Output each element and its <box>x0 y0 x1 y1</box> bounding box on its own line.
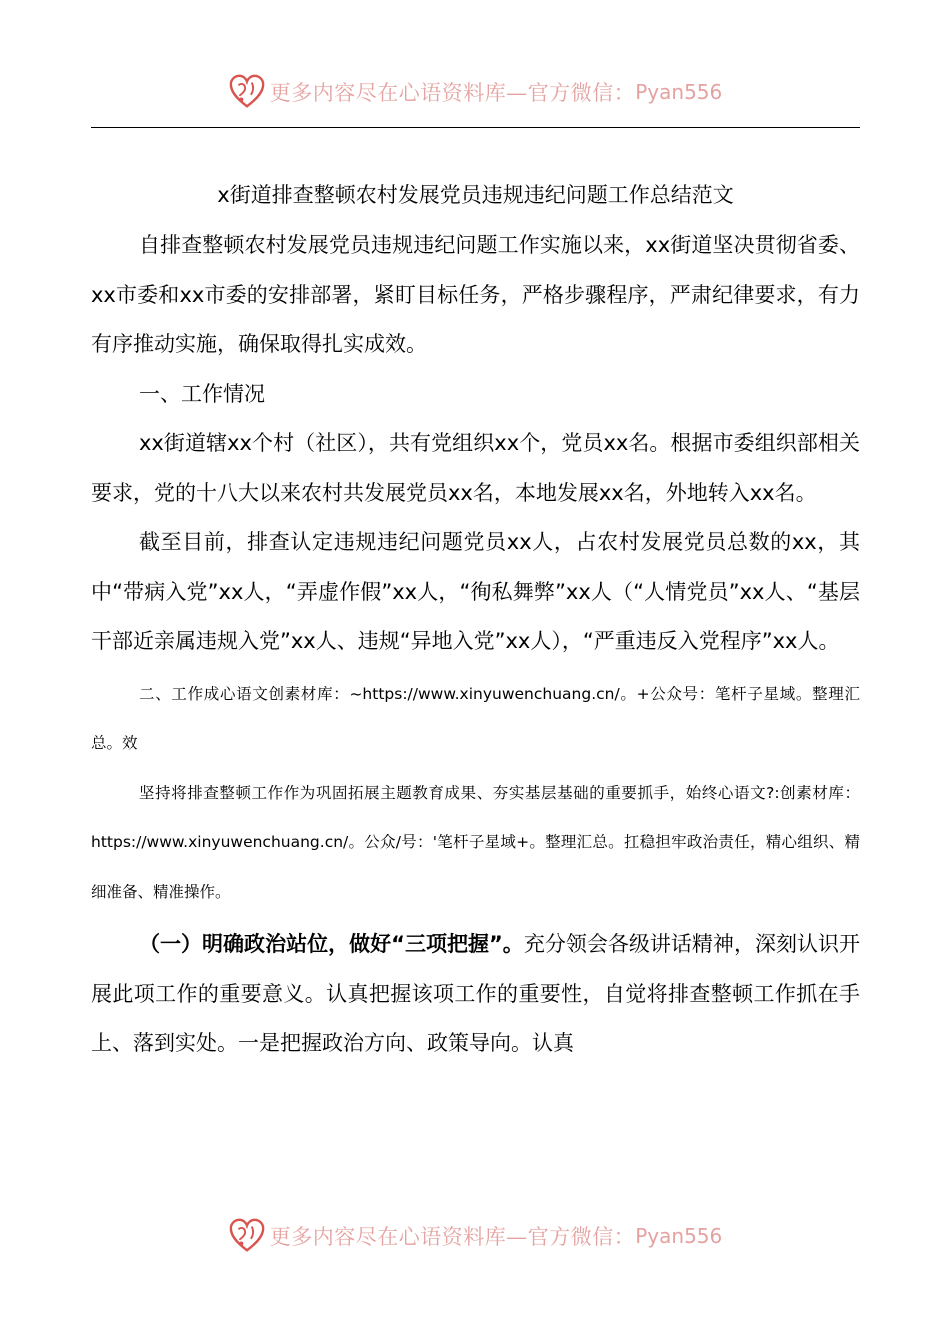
document-title: x街道排查整顿农村发展党员违规违纪问题工作总结范文 <box>217 183 734 207</box>
section2-heading: 二、工作成心语文创素材库：~https://www.xinyuwenchuang.cn/。+公众号：笔杆子星域。整理汇总。效 <box>91 684 860 752</box>
header-divider <box>91 127 860 128</box>
banner-wechat-id: Pyan556 <box>635 80 723 104</box>
section1-paragraph-2: 截至目前，排查认定违规违纪问题党员xx人，占农村发展党员总数的xx，其中“带病入党”xx人，“弄虚作假”xx人，“徇私舞弊”xx人（“人情党员”xx人、“基层干部近亲属违规入党”xx人、违规“异地入党”xx人），“严重违反入党程序”xx人。 <box>91 530 860 653</box>
document-body <box>91 169 860 1069</box>
footer-banner <box>0 1214 950 1258</box>
heart-logo-icon <box>228 1217 266 1255</box>
subsection1-heading: （一）明确政治站位，做好“三项把握”。 <box>139 932 524 956</box>
header-banner <box>0 70 950 114</box>
subsection1-paragraph <box>91 920 860 1069</box>
section1-paragraph-1: xx街道辖xx个村（社区），共有党组织xx个，党员xx名。根据市委组织部相关要求，党的十八大以来农村共发展党员xx名，本地发展xx名，外地转入xx名。 <box>91 431 860 505</box>
heart-logo-icon <box>228 73 266 111</box>
subsection1-text: 充分领会各级讲话精神，深刻认识开展此项工作的重要意义。认真把握该项工作的重要性，自觉将排查整顿工作抓在手上、落到实处。一是把握政治方向、政策导向。认真 <box>91 932 860 1055</box>
banner-wechat-id: Pyan556 <box>635 1224 723 1248</box>
section1-heading: 一、工作情况 <box>139 381 265 406</box>
banner-text: 更多内容尽在心语资料库—官方微信： <box>269 1225 636 1249</box>
section2-paragraph-1: 坚持将排查整顿工作作为巩固拓展主题教育成果、夯实基层基础的重要抓手，始终心语文?:创素材库：https://www.xinyuwenchuang.cn/。公众/号：'笔杆子星域+。整理汇总。扛稳担牢政治责任，精心组织、精细准备、精准操作。 <box>91 783 860 901</box>
intro-paragraph: 自排查整顿农村发展党员违规违纪问题工作实施以来，xx街道坚决贯彻省委、xx市委和xx市委的安排部署，紧盯目标任务，严格步骤程序，严肃纪律要求，有力有序推动实施，确保取得扎实成效。 <box>91 233 860 356</box>
banner-text: 更多内容尽在心语资料库—官方微信： <box>269 81 636 105</box>
